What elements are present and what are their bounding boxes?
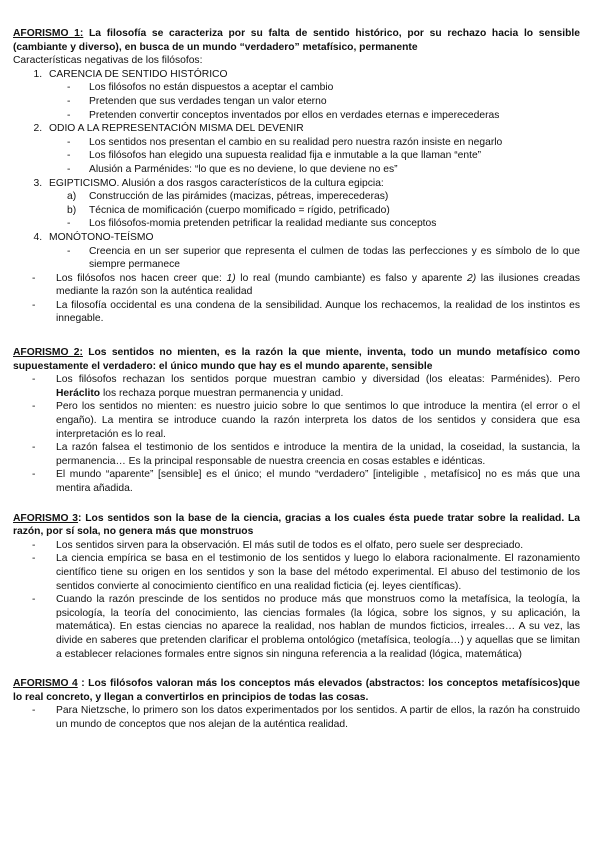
negative-traits-list <box>13 68 580 272</box>
trait-1 <box>45 68 580 122</box>
aforismo-4-bullet-1: - Para Nietzsche, lo primero son los datos experimentados por los sentidos. A partir de ellos, la razón ha construido un mundo de conceptos que nos alejan de la auténtica realidad. <box>56 704 580 731</box>
aforismo-1-label: AFORISMO 1: <box>13 28 84 39</box>
aforismo-2-title: Los sentidos no mienten, es la razón la que miente, inventa, todo un mundo metafísico como supuestamente el verdadero: el único mundo que hay es el mundo aparente, sensible <box>13 347 580 372</box>
aforismo-3-section <box>13 512 580 662</box>
aforismo-3-label: AFORISMO 3 <box>13 512 79 524</box>
trait-2-sub-2: - Los filósofos han elegido una supuesta realidad fija e inmutable a la que llaman “ente” <box>89 149 580 163</box>
aforismo-1-intro: Características negativas de los filósofos: <box>13 55 203 67</box>
aforismo-1-bullet-2: - La filosofía occidental es una condena de la sensibilidad. Aunque los rechacemos, la realidad de los instintos es innegable. <box>56 299 580 326</box>
aforismo-2-heading <box>13 346 580 373</box>
aforismo-2-section <box>13 346 580 496</box>
trait-1-label: CARENCIA DE SENTIDO HISTÓRICO <box>49 68 228 80</box>
aforismo-3-bullet-1: - Los sentidos sirven para la observación. El más sutil de todos es el olfato, pero suele ser despreciado. <box>56 539 580 553</box>
aforismo-2-bullet-1: - Los filósofos rechazan los sentidos porque muestran cambio y diversidad (los eleatas: Parménides). Pero Heráclito los rechaza porque muestran permanencia y unidad. <box>56 373 580 400</box>
trait-3 <box>45 177 580 231</box>
aforismo-4-title: : Los filósofos valoran más los conceptos más elevados (abstractos: los conceptos metafísicos)que lo real concreto, y llegan a convertirlos en principios de todas las cosas. <box>13 678 580 703</box>
trait-1-sub-2: - Pretenden que sus verdades tengan un valor eterno <box>89 95 580 109</box>
aforismo-3-bullet-2: - La ciencia empírica se basa en el testimonio de los sentidos y luego lo elabora racionalmente. El razonamiento científico tiene su origen en los sentidos y son la base del método experimental. El abuso del testimonio de los sentidos convierte al conocimiento científico en una realidad ficticia (ej. leyes científicas). <box>56 552 580 593</box>
trait-1-sub-1: - Los filósofos no están dispuestos a aceptar el cambio <box>89 81 580 95</box>
aforismo-2-bullet-3: - La razón falsea el testimonio de los sentidos e introduce la mentira de la unidad, la coseidad, la sustancia, la permanencia… Es la principal responsable de nuestra creencia en cosas estables e idénticas. <box>56 441 580 468</box>
trait-3-sub-c: - Los filósofos-momia pretenden petrificar la realidad mediante sus conceptos <box>67 218 437 230</box>
aforismo-1-section <box>13 27 580 326</box>
aforismo-1-heading <box>13 27 580 54</box>
trait-2 <box>45 122 580 176</box>
aforismo-4-heading <box>13 677 580 704</box>
trait-2-sub-1: - Los sentidos nos presentan el cambio en su realidad pero nuestra razón insiste en negarlo <box>89 136 580 150</box>
aforismo-3-title: : Los sentidos son la base de la ciencia, gracias a los cuales ésta puede tratar sobre la realidad. La razón, por sí sola, no genera más que monstruos <box>13 512 580 538</box>
aforismo-1-bullet-1: - Los filósofos nos hacen creer que: 1) lo real (mundo cambiante) es falso y aparente 2) las ilusiones creadas mediante la razón son la auténtica realidad <box>56 272 580 299</box>
trait-3-sub-b: b) Técnica de momificación (cuerpo momificado = rígido, petrificado) <box>67 204 390 216</box>
trait-3-sub-a: a) Construcción de las pirámides (macizas, pétreas, imperecederas) <box>67 191 389 203</box>
aforismo-2-bullet-4: - El mundo “aparente” [sensible] es el único; el mundo “verdadero” [inteligible , metafísico] no es más que una mentira añadida. <box>56 468 580 495</box>
aforismo-3-heading <box>13 512 580 539</box>
trait-1-sub-3: - Pretenden convertir conceptos inventados por ellos en verdades eternas e imperecederas <box>89 109 580 123</box>
aforismo-4-section <box>13 677 580 731</box>
trait-4-label: MONÓTONO-TEÍSMO <box>49 231 154 243</box>
trait-4 <box>45 231 580 272</box>
trait-2-label: ODIO A LA REPRESENTACIÓN MISMA DEL DEVENIR <box>49 123 304 135</box>
aforismo-1-title: La filosofía se caracteriza por su falta de sentido histórico, por su rechazo hacia lo sensible (cambiante y diverso), en busca de un mundo “verdadero” metafísico, permanente <box>13 28 580 53</box>
aforismo-2-bullet-2: - Pero los sentidos no mienten: es nuestro juicio sobre lo que sentimos lo que introduce la mentira (el error o el engaño). La mentira se introduce cuando la razón interpreta los datos de los sentidos y considera que esa interpretación es lo real. <box>56 400 580 441</box>
trait-4-sub-1: - Creencia en un ser superior que representa el culmen de todas las perfecciones y es símbolo de lo que siempre permanece <box>89 245 580 272</box>
trait-3-label: EGIPTICISMO. Alusión a dos rasgos característicos de la cultura egipcia: <box>49 177 384 189</box>
aforismo-2-label: AFORISMO 2: <box>13 347 83 359</box>
aforismo-3-bullet-3: - Cuando la razón prescinde de los sentidos no produce más que monstruos como la metafísica, la teología, la psicología, la teoría del conocimiento, las ciencias formales (la lógica, sobre los signos, y su aplicación, la matemática). En estas ciencias no aparece la realidad, nos hablan de mundos ficticios, irreales… A su vez, las divide en saberes que pretenden clarificar el problema ontológico (metafísica, teología…) y aquellas que se limitan a establecer relaciones formales entre signos sin ninguna referencia a la realidad (lógica, matemática) <box>56 593 580 661</box>
trait-2-sub-3: - Alusión a Parménides: “lo que es no deviene, lo que deviene no es” <box>89 163 580 177</box>
aforismo-4-label: AFORISMO 4 <box>13 678 78 690</box>
